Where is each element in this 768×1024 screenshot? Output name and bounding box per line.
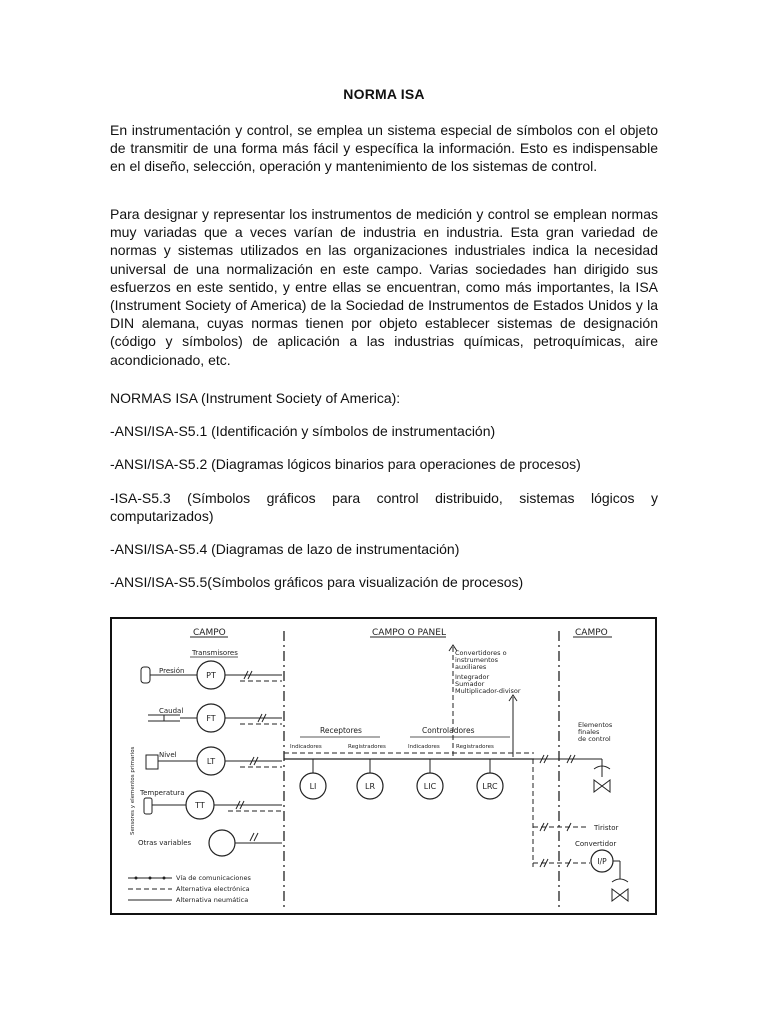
transmitters-heading: Transmisores xyxy=(192,649,238,657)
variable-label: Otras variables xyxy=(138,839,192,847)
norms-heading: NORMAS ISA (Instrument Society of America): xyxy=(110,390,401,406)
norm-item: -ANSI/ISA-S5.2 (Diagramas lógicos binarios para operaciones de procesos) xyxy=(110,456,581,472)
transmitter-tag: LT xyxy=(206,757,216,766)
final-elements-label-line2: finales xyxy=(578,728,600,736)
isa-diagram xyxy=(110,617,657,915)
norm-item: -ANSI/ISA-S5.1 (Identificación y símbolos de instrumentación) xyxy=(110,423,496,439)
zone-right-label: CAMPO xyxy=(575,628,608,638)
converter-item: Integrador xyxy=(455,673,490,681)
instrument-tag: LIC xyxy=(423,782,437,791)
indicators-label: Indicadores xyxy=(290,744,322,750)
controllers-label: Controladores xyxy=(422,726,475,735)
converter-label: Convertidor xyxy=(575,840,617,848)
zone-center-label: CAMPO O PANEL xyxy=(372,628,446,638)
transmitter-tag: FT xyxy=(206,714,216,723)
variable-label: Presión xyxy=(159,667,185,675)
instrument-tag: LI xyxy=(309,782,317,791)
sensor-icon xyxy=(141,667,150,683)
norm-item: -ANSI/ISA-S5.4 (Diagramas de lazo de instrumentación) xyxy=(110,541,460,557)
isa-diagram-figure xyxy=(110,617,657,915)
legend-item: Alternativa neumática xyxy=(176,896,249,904)
paragraph-norms-context: Para designar y representar los instrumentos de medición y control se emplean normas muy variadas que a veces varían de industria en industria. Esta gran variedad de normas y sistemas utilizados en las organizaciones industriales indica la necesidad universal de una normalización en este campo. Varias sociedades han dirigido sus esfuerzos en este sentido, y entre ellas se encuentran, como más importantes, la ISA (Instrument Society of America) de la Sociedad de Instrumentos de Estados Unidos y la DIN alemana, cuyas normas tienen por objeto establecer sistemas de designación (código y símbolos) de aplicación a las industrias químicas, petroquímicas, aire acondicionado, etc. xyxy=(110,206,658,368)
final-elements-label-line3: de control xyxy=(578,735,611,743)
zone-left-label: CAMPO xyxy=(193,628,226,638)
legend-item: Alternativa electrónica xyxy=(176,885,250,893)
transmitter-bubble xyxy=(209,830,235,856)
converters-label-line3: auxiliares xyxy=(455,663,487,671)
recorders-label: Registradores xyxy=(456,744,494,750)
thyristor-label: Tiristor xyxy=(594,824,619,832)
variable-label: Caudal xyxy=(159,707,184,715)
tank-icon xyxy=(146,755,158,769)
converters-label-line1: Convertidores o xyxy=(455,649,507,657)
thermowell-icon xyxy=(144,798,152,814)
sensors-label: Sensores y elementos primarios xyxy=(130,746,136,835)
page-title: NORMA ISA xyxy=(343,86,425,102)
ip-converter-tag: I/P xyxy=(597,857,607,866)
recorders-label: Registradores xyxy=(348,744,386,750)
diagram-frame xyxy=(111,618,656,914)
converters-label-line2: instrumentos xyxy=(455,656,499,664)
diagram-legend xyxy=(128,874,251,904)
instrument-tag: LR xyxy=(364,782,376,791)
paragraph-intro: En instrumentación y control, se emplea un sistema especial de símbolos con el objeto de transmitir de una forma más fácil y específica la información. Esto es indispensable en el diseño, selección, operación y mantenimiento de los sistemas de control. xyxy=(110,122,658,175)
converter-item: Sumador xyxy=(455,680,485,688)
final-elements-label-line1: Elementos xyxy=(578,721,613,729)
legend-item: Vía de comunicaciones xyxy=(176,874,251,882)
transmitter-tag: PT xyxy=(206,671,216,680)
indicators-label: Indicadores xyxy=(408,744,440,750)
transmitter-tag: TT xyxy=(195,801,205,810)
instrument-tag: LRC xyxy=(482,782,498,791)
variable-label: Temperatura xyxy=(140,789,185,797)
norm-item: -ANSI/ISA-S5.5(Símbolos gráficos para visualización de procesos) xyxy=(110,574,524,590)
variable-label: Nivel xyxy=(159,751,177,759)
norm-item: -ISA-S5.3 (Símbolos gráficos para control distribuido, sistemas lógicos y computarizados) xyxy=(110,490,658,525)
receivers-label: Receptores xyxy=(320,726,362,735)
converter-item: Multiplicador-divisor xyxy=(455,687,521,695)
